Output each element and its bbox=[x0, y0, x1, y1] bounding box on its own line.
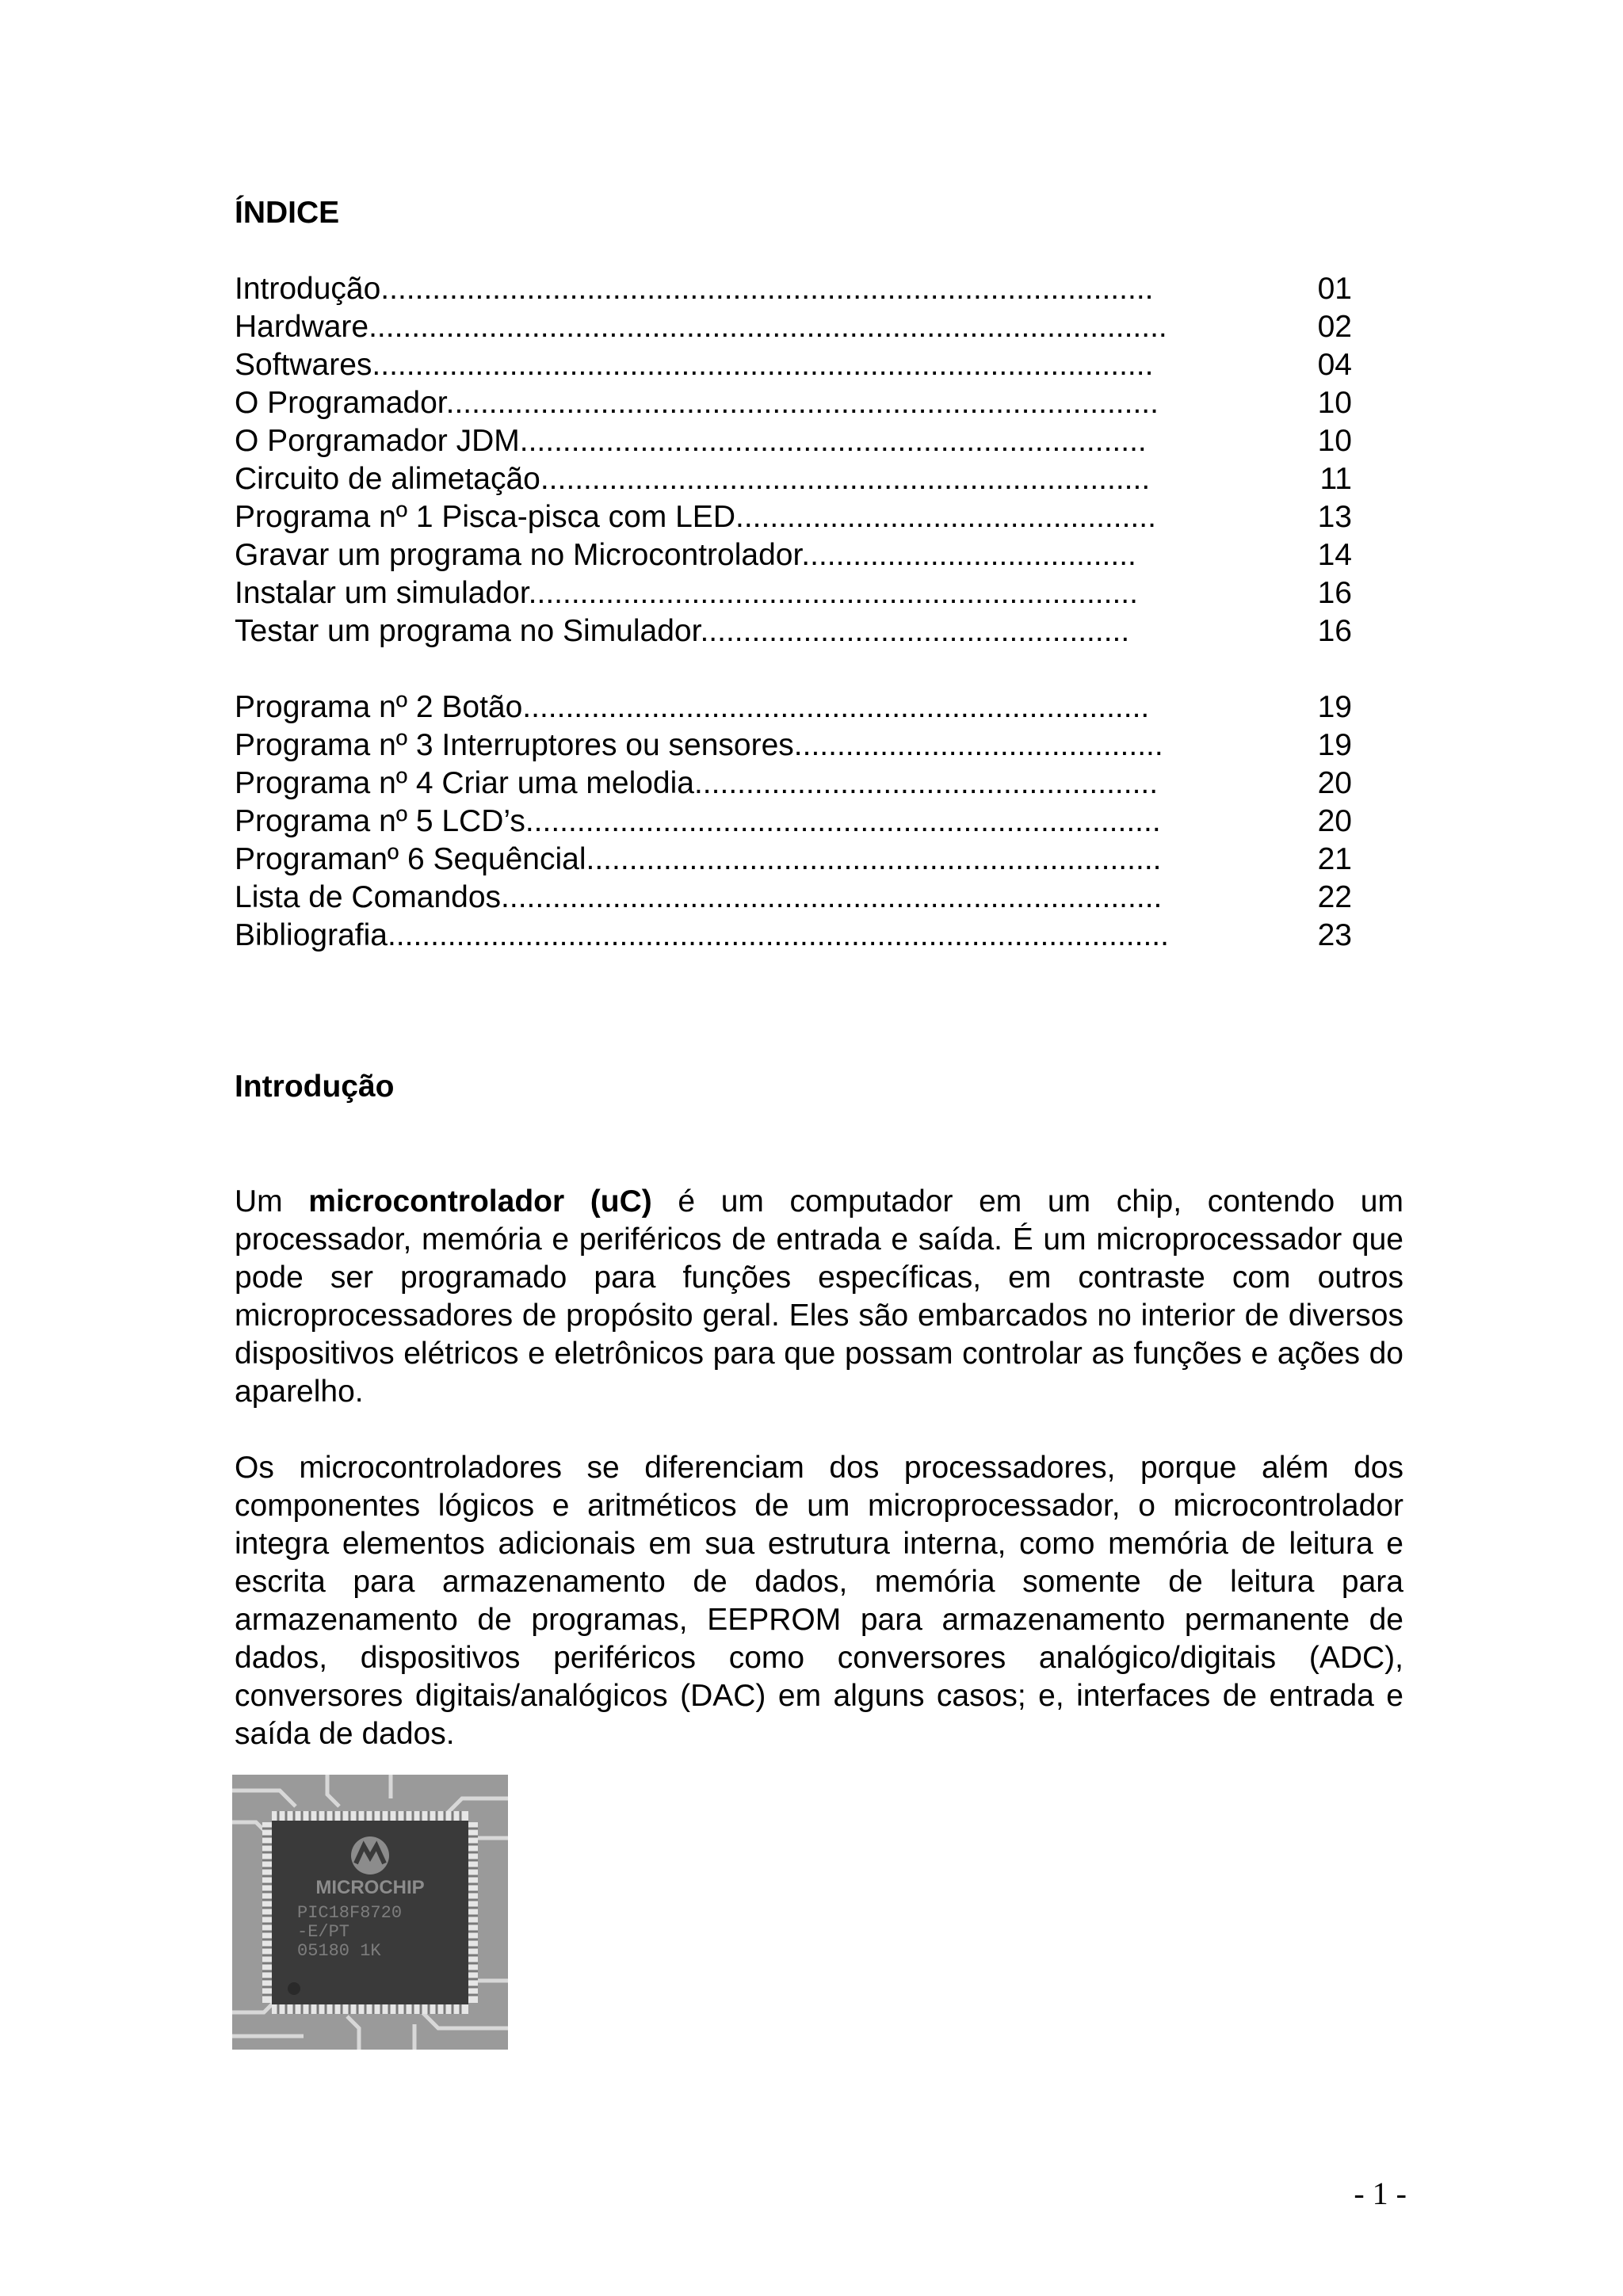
toc-item-page: 23 bbox=[1317, 918, 1352, 952]
toc-item-page: 20 bbox=[1317, 804, 1352, 838]
toc-item-page: 22 bbox=[1317, 880, 1352, 914]
chip-part-line-3: 05180 1K bbox=[297, 1941, 381, 1961]
toc-item bbox=[235, 612, 1352, 650]
toc-item-title: Programa nº 5 LCD’s.......................................................................... bbox=[235, 804, 1161, 838]
toc-item bbox=[235, 498, 1352, 536]
microchip-logo bbox=[351, 1836, 389, 1875]
toc-item-title: Softwares........................................................................................... bbox=[235, 348, 1154, 382]
toc-item bbox=[235, 270, 1352, 308]
toc-item-title: Gravar um programa no Microcontrolador....................................... bbox=[235, 538, 1136, 572]
toc-item-title: Instalar um simulador....................................................................... bbox=[235, 576, 1138, 610]
toc-item bbox=[235, 460, 1352, 498]
toc-item bbox=[235, 574, 1352, 612]
toc-item-page: 10 bbox=[1317, 424, 1352, 458]
toc-item-title: Testar um programa no Simulador.................................................. bbox=[235, 614, 1130, 648]
toc-item bbox=[235, 346, 1352, 384]
toc-item-page: 13 bbox=[1317, 500, 1352, 534]
toc-item bbox=[235, 384, 1352, 422]
intro-p1-term: microcontrolador (uC) bbox=[308, 1184, 652, 1219]
toc-item bbox=[235, 536, 1352, 574]
toc-item bbox=[235, 917, 1352, 955]
toc-item-page: 02 bbox=[1317, 310, 1352, 344]
toc-item-title: Hardware............................................................................................. bbox=[235, 310, 1167, 344]
toc-item-title: Programa nº 1 Pisca-pisca com LED................................................. bbox=[235, 500, 1156, 534]
toc-item-page: 01 bbox=[1317, 272, 1352, 306]
toc-item-title: Bibliografia........................................................................................... bbox=[235, 918, 1169, 952]
intro-p1-lead: Um bbox=[235, 1184, 309, 1219]
toc-item bbox=[235, 688, 1352, 727]
toc-item-title: Circuito de alimetação....................................................................... bbox=[235, 462, 1151, 496]
chip-part-line-1: PIC18F8720 bbox=[297, 1903, 403, 1923]
toc-item-page: 16 bbox=[1317, 614, 1352, 648]
toc-item-title: Introdução.......................................................................................... bbox=[235, 272, 1154, 306]
toc-item-title: O Programador................................................................................... bbox=[235, 386, 1159, 420]
intro-paragraph-2: Os microcontroladores se diferenciam dos processadores, porque além dos componentes lógicos e aritméticos de um microprocessador, o microcontrolador integra elementos adicionais em sua estrutura interna, como memória de leitura e escrita para armazenamento de dados, memória somente de leitura para armazenamento de programas, EEPROM para armazenamento permanente de dados, dispositivos periféricos como conversores analógico/digitais (ADC), conversores digitais/analógicos (DAC) em alguns casos; e, interfaces de entrada e saída de dados. bbox=[235, 1451, 1403, 1751]
chip-logo-text: MICROCHIP bbox=[315, 1877, 425, 1898]
toc-item-page: 16 bbox=[1317, 576, 1352, 610]
toc-item-title: Lista de Comandos............................................................................. bbox=[235, 880, 1163, 914]
toc-item-page: 04 bbox=[1317, 348, 1352, 382]
intro-heading: Introdução bbox=[235, 1070, 395, 1104]
chip-part-line-2: -E/PT bbox=[297, 1922, 350, 1942]
toc-list bbox=[235, 270, 1352, 955]
page-number: - 1 - bbox=[1354, 2176, 1407, 2211]
intro-p1-body: é um computador em um chip, contendo um processador, memória e periféricos de entrada e saída. É um microprocessador que pode ser programado para funções específicas, em contraste com outros microprocessadores de propósito geral. Eles são embarcados no interior de diversos dispositivos elétricos e eletrônicos para que possam controlar as funções e ações do aparelho. bbox=[235, 1184, 1403, 1409]
toc-item-title: Programanº 6 Sequêncial................................................................... bbox=[235, 842, 1162, 876]
toc-item bbox=[235, 841, 1352, 879]
toc-item-page: 21 bbox=[1317, 842, 1352, 876]
toc-item-page: 10 bbox=[1317, 386, 1352, 420]
toc-item-title: Programa nº 4 Criar uma melodia...................................................... bbox=[235, 766, 1159, 800]
microcontroller-chip-photo bbox=[232, 1775, 508, 2050]
toc-item-page: 11 bbox=[1319, 462, 1352, 496]
toc-item bbox=[235, 879, 1352, 917]
toc-item bbox=[235, 308, 1352, 346]
toc-item bbox=[235, 727, 1352, 765]
toc-item-title: Programa nº 3 Interruptores ou sensores........................................... bbox=[235, 728, 1163, 762]
toc-item-title: O Porgramador JDM......................................................................... bbox=[235, 424, 1147, 458]
toc-item bbox=[235, 422, 1352, 460]
toc-item-page: 20 bbox=[1317, 766, 1352, 800]
chip-pin1-dot bbox=[288, 1982, 300, 1995]
intro-paragraph-1 bbox=[235, 1183, 1403, 1411]
toc-item-title: Programa nº 2 Botão......................................................................... bbox=[235, 690, 1150, 724]
toc-item-page: 19 bbox=[1317, 690, 1352, 724]
toc-item-page: 14 bbox=[1317, 538, 1352, 572]
toc-item bbox=[235, 765, 1352, 803]
toc-item bbox=[235, 803, 1352, 841]
toc-item-page: 19 bbox=[1317, 728, 1352, 762]
toc-heading: ÍNDICE bbox=[235, 196, 340, 230]
